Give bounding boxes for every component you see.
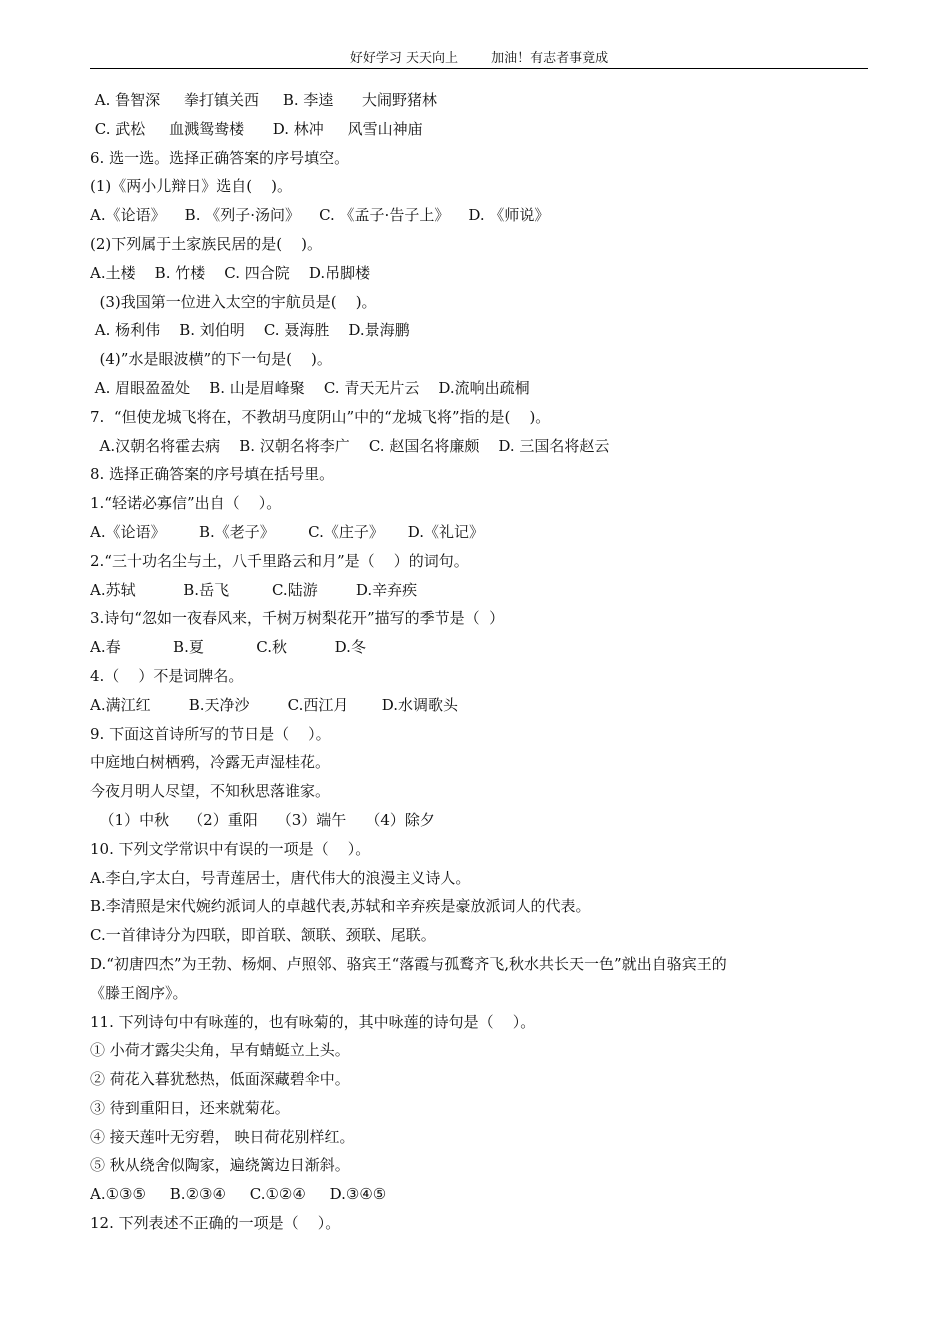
text-line: A. 眉眼盈盈处 B. 山是眉峰聚 C. 青天无片云 D.流响出疏桐 xyxy=(90,378,530,397)
text-line: ② 荷花入暮犹愁热，低面深藏碧伞中。 xyxy=(90,1070,350,1089)
text-line: A.满江红 B.天净沙 C.西江月 D.水调歌头 xyxy=(90,695,459,714)
text-line: C.一首律诗分为四联，即首联、颔联、颈联、尾联。 xyxy=(90,926,436,945)
text-line: B.李清照是宋代婉约派词人的卓越代表,苏轼和辛弃疾是豪放派词人的代表。 xyxy=(90,897,591,916)
page-header: 好好学习 天天向上 加油！有志者事竟成 xyxy=(349,51,609,66)
text-line: 2.“三十功名尘与土，八千里路云和月”是（ ）的词句。 xyxy=(90,551,469,570)
text-line: D.“初唐四杰”为王勃、杨炯、卢照邻、骆宾王“落霞与孤鹜齐飞,秋水共长天一色”就出自骆宾王的 xyxy=(90,954,727,973)
text-line: (1)《两小儿辩日》选自( )。 xyxy=(90,177,293,196)
text-line: (3)我国第一位进入太空的宇航员是( )。 xyxy=(90,292,377,311)
text-line: A.李白,字太白，号青莲居士，唐代伟大的浪漫主义诗人。 xyxy=(90,868,471,887)
text-line: A. 杨利伟 B. 刘伯明 C. 聂海胜 D.景海鹏 xyxy=(90,321,410,340)
text-line: A.土楼 B. 竹楼 C. 四合院 D.吊脚楼 xyxy=(90,263,371,282)
text-line: A.苏轼 B.岳飞 C.陆游 D.辛弃疾 xyxy=(90,580,418,599)
text-line: A.①③⑤ B.②③④ C.①②④ D.③④⑤ xyxy=(90,1185,387,1204)
text-line: 今夜月明人尽望，不知秋思落谁家。 xyxy=(90,782,331,801)
text-line: A.春 B.夏 C.秋 D.冬 xyxy=(90,638,366,657)
text-line: 10. 下列文学常识中有误的一项是（ ）。 xyxy=(90,839,371,858)
text-line: 7. “但使龙城飞将在，不教胡马度阴山”中的“龙城飞将”指的是( )。 xyxy=(90,407,551,426)
text-line: (2)下列属于土家族民居的是( )。 xyxy=(90,234,323,253)
text-line: 8. 选择正确答案的序号填在括号里。 xyxy=(90,465,335,484)
text-line: 9. 下面这首诗所写的节日是（ ）。 xyxy=(90,724,331,743)
text-line: 12. 下列表述不正确的一项是（ ）。 xyxy=(90,1214,341,1233)
text-line: A.汉朝名将霍去病 B. 汉朝名将李广 C. 赵国名将廉颇 D. 三国名将赵云 xyxy=(90,436,610,455)
text-line: 6. 选一选。选择正确答案的序号填空。 xyxy=(90,148,350,167)
text-line: 11. 下列诗句中有咏莲的，也有咏菊的，其中咏莲的诗句是（ ）。 xyxy=(90,1012,536,1031)
text-line: ⑤ 秋从绕舍似陶家，遍绕篱边日渐斜。 xyxy=(90,1156,350,1175)
header-rule xyxy=(90,68,868,69)
text-line: A. 鲁智深 拳打镇关西 B. 李逵 大闹野猪林 xyxy=(90,91,437,109)
text-line: （1）中秋 （2）重阳 （3）端午 （4）除夕 xyxy=(90,810,435,829)
text-line: 3.诗句“忽如一夜春风来，千树万树梨花开”描写的季节是（ ） xyxy=(90,609,505,628)
text-line: 中庭地白树栖鸦，冷露无声湿桂花。 xyxy=(90,753,331,772)
text-line: C. 武松 血溅鸳鸯楼 D. 林冲 风雪山神庙 xyxy=(90,119,423,138)
text-line: ③ 待到重阳日，还来就菊花。 xyxy=(90,1098,290,1117)
text-line: 1.“轻诺必寡信”出自（ ）。 xyxy=(90,494,282,513)
text-line: 4.（ ）不是词牌名。 xyxy=(90,666,244,685)
text-line: 《滕王阁序》。 xyxy=(90,983,188,1002)
text-line: ① 小荷才露尖尖角，早有蜻蜓立上头。 xyxy=(90,1041,350,1060)
text-line: A.《论语》 B.《老子》 C.《庄子》 D.《礼记》 xyxy=(90,522,484,541)
document-body xyxy=(90,86,868,1238)
text-line: A.《论语》 B. 《列子·汤问》 C. 《孟子·告子上》 D. 《师说》 xyxy=(90,206,550,225)
text-line: (4)”水是眼波横”的下一句是( )。 xyxy=(90,350,332,369)
text-line: ④ 接天莲叶无穷碧， 映日荷花别样红。 xyxy=(90,1127,355,1146)
